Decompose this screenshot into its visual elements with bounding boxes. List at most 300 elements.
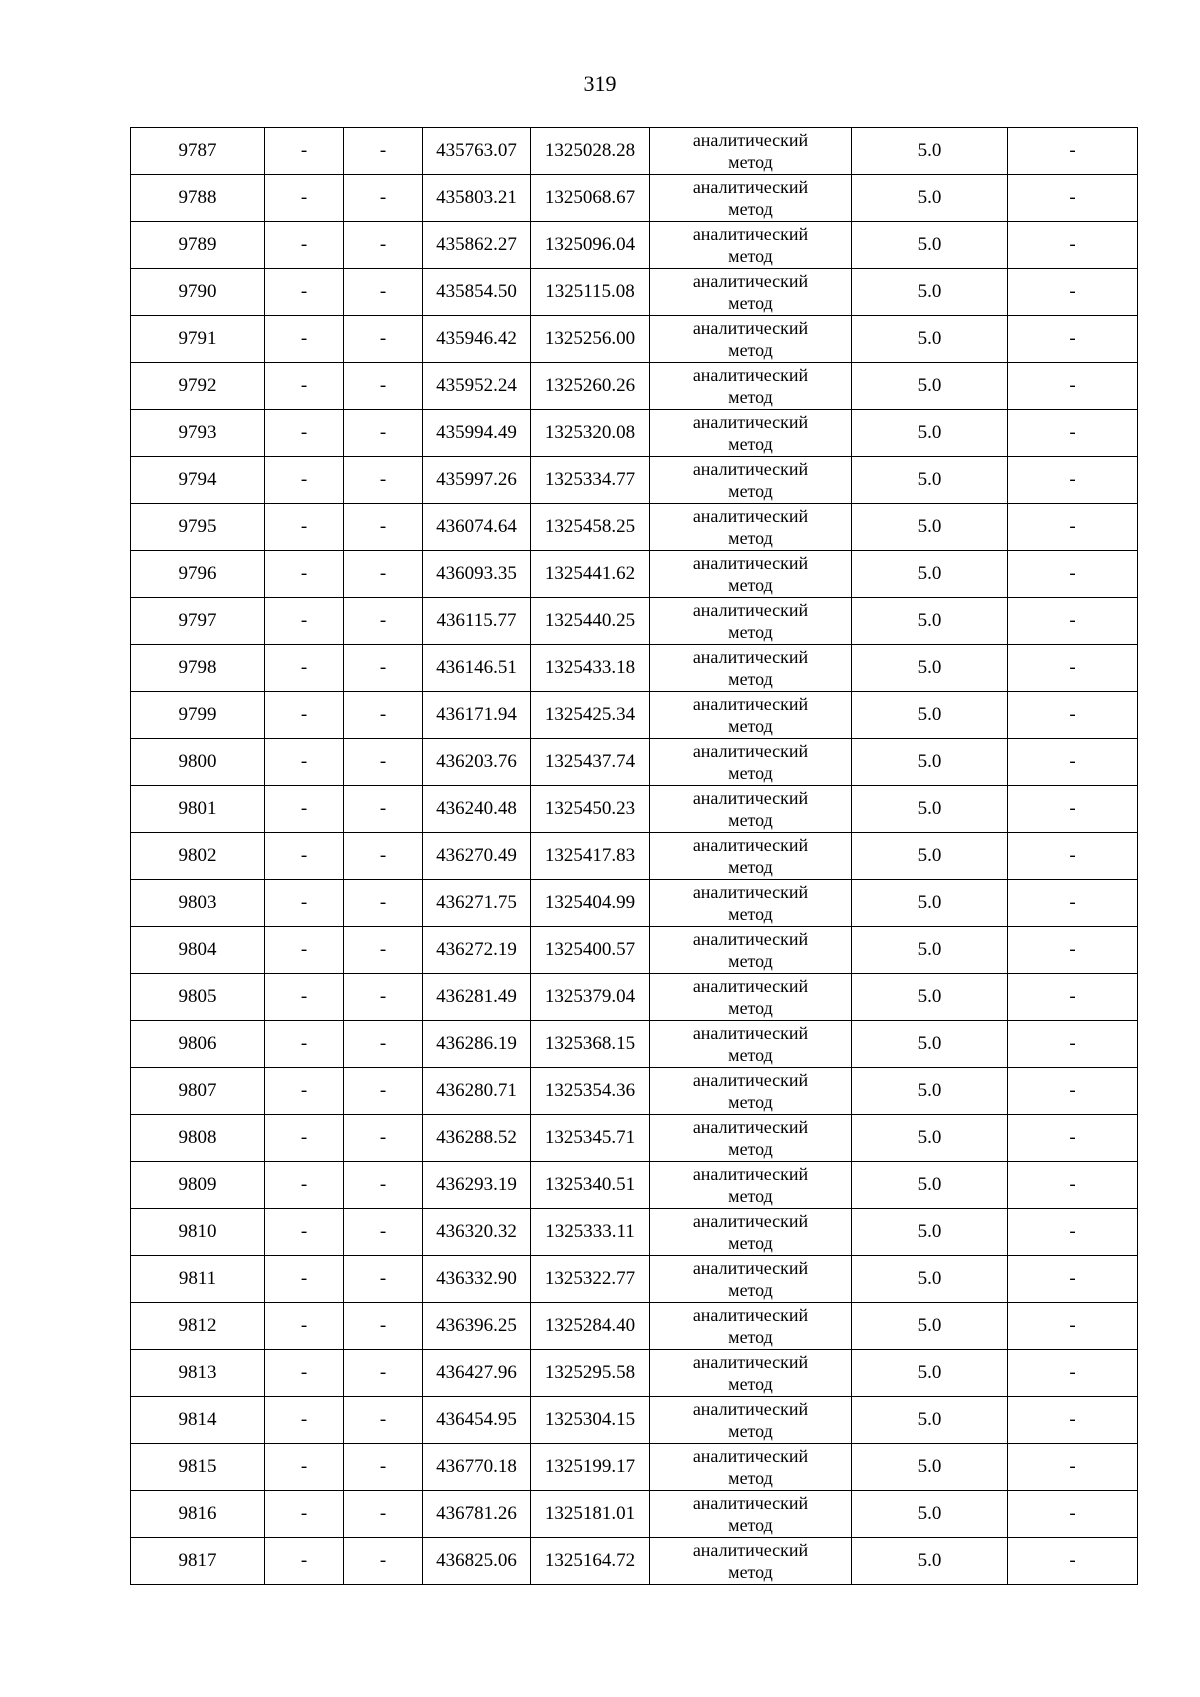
method-line-1: аналитический [692, 177, 809, 197]
table-row [131, 363, 1138, 410]
method-cell [650, 457, 852, 504]
x-coordinate-cell: 436293.19 [423, 1162, 531, 1209]
method-line-2: метод [728, 481, 773, 501]
accuracy-cell: 5.0 [852, 1256, 1008, 1303]
point-number-cell: 9787 [131, 128, 265, 175]
method-cell [650, 1444, 852, 1491]
empty-dash-cell: - [344, 974, 423, 1021]
method-cell [650, 1538, 852, 1585]
empty-dash-cell: - [344, 927, 423, 974]
y-coordinate-cell: 1325379.04 [531, 974, 650, 1021]
table-row [131, 739, 1138, 786]
empty-dash-cell: - [265, 645, 344, 692]
accuracy-cell: 5.0 [852, 974, 1008, 1021]
accuracy-cell: 5.0 [852, 927, 1008, 974]
method-cell [650, 1115, 852, 1162]
method-line-2: метод [728, 152, 773, 172]
empty-dash-cell: - [1008, 269, 1138, 316]
y-coordinate-cell: 1325458.25 [531, 504, 650, 551]
method-cell [650, 739, 852, 786]
method-line-2: метод [728, 340, 773, 360]
table-row [131, 598, 1138, 645]
empty-dash-cell: - [265, 1303, 344, 1350]
accuracy-cell: 5.0 [852, 269, 1008, 316]
point-number-cell: 9793 [131, 410, 265, 457]
table-row [131, 974, 1138, 1021]
x-coordinate-cell: 436240.48 [423, 786, 531, 833]
accuracy-cell: 5.0 [852, 1209, 1008, 1256]
empty-dash-cell: - [265, 1444, 344, 1491]
empty-dash-cell: - [344, 128, 423, 175]
method-line-2: метод [728, 1186, 773, 1206]
table-row [131, 1256, 1138, 1303]
table-row [131, 1538, 1138, 1585]
empty-dash-cell: - [1008, 128, 1138, 175]
empty-dash-cell: - [1008, 645, 1138, 692]
y-coordinate-cell: 1325340.51 [531, 1162, 650, 1209]
empty-dash-cell: - [1008, 1397, 1138, 1444]
accuracy-cell: 5.0 [852, 833, 1008, 880]
empty-dash-cell: - [265, 410, 344, 457]
empty-dash-cell: - [265, 128, 344, 175]
empty-dash-cell: - [344, 1068, 423, 1115]
table-row [131, 1491, 1138, 1538]
empty-dash-cell: - [1008, 786, 1138, 833]
empty-dash-cell: - [265, 1162, 344, 1209]
method-line-2: метод [728, 528, 773, 548]
accuracy-cell: 5.0 [852, 316, 1008, 363]
y-coordinate-cell: 1325425.34 [531, 692, 650, 739]
empty-dash-cell: - [1008, 1209, 1138, 1256]
empty-dash-cell: - [1008, 551, 1138, 598]
empty-dash-cell: - [344, 316, 423, 363]
method-cell [650, 1491, 852, 1538]
method-line-2: метод [728, 1280, 773, 1300]
method-line-2: метод [728, 434, 773, 454]
x-coordinate-cell: 435994.49 [423, 410, 531, 457]
empty-dash-cell: - [1008, 880, 1138, 927]
method-line-1: аналитический [692, 224, 809, 244]
method-line-1: аналитический [692, 1352, 809, 1372]
table-row [131, 175, 1138, 222]
method-line-2: метод [728, 1374, 773, 1394]
method-cell [650, 1068, 852, 1115]
method-line-1: аналитический [692, 1540, 809, 1560]
empty-dash-cell: - [1008, 1162, 1138, 1209]
method-line-1: аналитический [692, 271, 809, 291]
x-coordinate-cell: 436320.32 [423, 1209, 531, 1256]
method-line-1: аналитический [692, 365, 809, 385]
method-line-1: аналитический [692, 882, 809, 902]
y-coordinate-cell: 1325256.00 [531, 316, 650, 363]
accuracy-cell: 5.0 [852, 786, 1008, 833]
method-line-2: метод [728, 1468, 773, 1488]
empty-dash-cell: - [344, 692, 423, 739]
point-number-cell: 9813 [131, 1350, 265, 1397]
x-coordinate-cell: 436825.06 [423, 1538, 531, 1585]
empty-dash-cell: - [344, 1021, 423, 1068]
method-cell [650, 1162, 852, 1209]
point-number-cell: 9801 [131, 786, 265, 833]
table-row [131, 645, 1138, 692]
empty-dash-cell: - [265, 880, 344, 927]
accuracy-cell: 5.0 [852, 1021, 1008, 1068]
point-number-cell: 9794 [131, 457, 265, 504]
y-coordinate-cell: 1325096.04 [531, 222, 650, 269]
method-line-1: аналитический [692, 1399, 809, 1419]
y-coordinate-cell: 1325400.57 [531, 927, 650, 974]
method-line-2: метод [728, 1562, 773, 1582]
method-line-1: аналитический [692, 459, 809, 479]
x-coordinate-cell: 436280.71 [423, 1068, 531, 1115]
method-line-1: аналитический [692, 1493, 809, 1513]
x-coordinate-cell: 435803.21 [423, 175, 531, 222]
empty-dash-cell: - [344, 1209, 423, 1256]
empty-dash-cell: - [265, 1491, 344, 1538]
method-line-1: аналитический [692, 1117, 809, 1137]
table-row [131, 410, 1138, 457]
empty-dash-cell: - [265, 269, 344, 316]
empty-dash-cell: - [1008, 739, 1138, 786]
point-number-cell: 9808 [131, 1115, 265, 1162]
method-line-2: метод [728, 1233, 773, 1253]
empty-dash-cell: - [1008, 1068, 1138, 1115]
y-coordinate-cell: 1325368.15 [531, 1021, 650, 1068]
empty-dash-cell: - [265, 786, 344, 833]
accuracy-cell: 5.0 [852, 880, 1008, 927]
method-line-2: метод [728, 1139, 773, 1159]
table-row [131, 1350, 1138, 1397]
method-line-1: аналитический [692, 412, 809, 432]
point-number-cell: 9815 [131, 1444, 265, 1491]
accuracy-cell: 5.0 [852, 410, 1008, 457]
method-cell [650, 269, 852, 316]
method-cell [650, 833, 852, 880]
method-line-1: аналитический [692, 1446, 809, 1466]
x-coordinate-cell: 436281.49 [423, 974, 531, 1021]
accuracy-cell: 5.0 [852, 1538, 1008, 1585]
y-coordinate-cell: 1325354.36 [531, 1068, 650, 1115]
empty-dash-cell: - [1008, 927, 1138, 974]
point-number-cell: 9803 [131, 880, 265, 927]
empty-dash-cell: - [265, 833, 344, 880]
method-line-2: метод [728, 246, 773, 266]
empty-dash-cell: - [265, 363, 344, 410]
table-row [131, 1397, 1138, 1444]
x-coordinate-cell: 436272.19 [423, 927, 531, 974]
x-coordinate-cell: 436454.95 [423, 1397, 531, 1444]
empty-dash-cell: - [265, 692, 344, 739]
x-coordinate-cell: 436288.52 [423, 1115, 531, 1162]
empty-dash-cell: - [265, 974, 344, 1021]
method-cell [650, 128, 852, 175]
empty-dash-cell: - [344, 833, 423, 880]
accuracy-cell: 5.0 [852, 175, 1008, 222]
accuracy-cell: 5.0 [852, 1397, 1008, 1444]
y-coordinate-cell: 1325433.18 [531, 645, 650, 692]
empty-dash-cell: - [265, 222, 344, 269]
table-row [131, 1068, 1138, 1115]
method-line-1: аналитический [692, 1023, 809, 1043]
point-number-cell: 9798 [131, 645, 265, 692]
method-line-1: аналитический [692, 1305, 809, 1325]
point-number-cell: 9788 [131, 175, 265, 222]
point-number-cell: 9814 [131, 1397, 265, 1444]
empty-dash-cell: - [265, 457, 344, 504]
y-coordinate-cell: 1325333.11 [531, 1209, 650, 1256]
y-coordinate-cell: 1325450.23 [531, 786, 650, 833]
point-number-cell: 9806 [131, 1021, 265, 1068]
coordinates-table [130, 127, 1138, 1585]
accuracy-cell: 5.0 [852, 1162, 1008, 1209]
method-line-1: аналитический [692, 976, 809, 996]
method-line-1: аналитический [692, 694, 809, 714]
point-number-cell: 9797 [131, 598, 265, 645]
x-coordinate-cell: 436203.76 [423, 739, 531, 786]
empty-dash-cell: - [344, 1350, 423, 1397]
empty-dash-cell: - [265, 1068, 344, 1115]
empty-dash-cell: - [265, 504, 344, 551]
empty-dash-cell: - [1008, 1021, 1138, 1068]
empty-dash-cell: - [265, 1397, 344, 1444]
method-line-1: аналитический [692, 318, 809, 338]
empty-dash-cell: - [344, 222, 423, 269]
accuracy-cell: 5.0 [852, 363, 1008, 410]
method-line-1: аналитический [692, 741, 809, 761]
x-coordinate-cell: 435952.24 [423, 363, 531, 410]
x-coordinate-cell: 436271.75 [423, 880, 531, 927]
method-cell [650, 1256, 852, 1303]
empty-dash-cell: - [344, 1256, 423, 1303]
table-body [131, 128, 1138, 1585]
empty-dash-cell: - [1008, 1444, 1138, 1491]
point-number-cell: 9796 [131, 551, 265, 598]
point-number-cell: 9799 [131, 692, 265, 739]
table-row [131, 927, 1138, 974]
empty-dash-cell: - [344, 1397, 423, 1444]
y-coordinate-cell: 1325417.83 [531, 833, 650, 880]
method-cell [650, 363, 852, 410]
method-cell [650, 316, 852, 363]
empty-dash-cell: - [344, 1162, 423, 1209]
accuracy-cell: 5.0 [852, 1491, 1008, 1538]
table-row [131, 1209, 1138, 1256]
empty-dash-cell: - [1008, 410, 1138, 457]
empty-dash-cell: - [344, 269, 423, 316]
method-line-1: аналитический [692, 1211, 809, 1231]
empty-dash-cell: - [344, 1538, 423, 1585]
method-cell [650, 1303, 852, 1350]
method-line-2: метод [728, 387, 773, 407]
empty-dash-cell: - [344, 1303, 423, 1350]
table-row [131, 269, 1138, 316]
table-row [131, 128, 1138, 175]
method-line-2: метод [728, 575, 773, 595]
method-line-2: метод [728, 951, 773, 971]
empty-dash-cell: - [1008, 363, 1138, 410]
x-coordinate-cell: 436115.77 [423, 598, 531, 645]
y-coordinate-cell: 1325441.62 [531, 551, 650, 598]
empty-dash-cell: - [1008, 833, 1138, 880]
table-row [131, 316, 1138, 363]
table-row [131, 551, 1138, 598]
x-coordinate-cell: 435854.50 [423, 269, 531, 316]
x-coordinate-cell: 436146.51 [423, 645, 531, 692]
empty-dash-cell: - [1008, 1350, 1138, 1397]
empty-dash-cell: - [265, 1350, 344, 1397]
y-coordinate-cell: 1325164.72 [531, 1538, 650, 1585]
point-number-cell: 9795 [131, 504, 265, 551]
empty-dash-cell: - [265, 1021, 344, 1068]
empty-dash-cell: - [344, 739, 423, 786]
empty-dash-cell: - [1008, 316, 1138, 363]
accuracy-cell: 5.0 [852, 128, 1008, 175]
accuracy-cell: 5.0 [852, 551, 1008, 598]
accuracy-cell: 5.0 [852, 692, 1008, 739]
y-coordinate-cell: 1325028.28 [531, 128, 650, 175]
point-number-cell: 9792 [131, 363, 265, 410]
x-coordinate-cell: 436770.18 [423, 1444, 531, 1491]
method-line-2: метод [728, 622, 773, 642]
accuracy-cell: 5.0 [852, 1303, 1008, 1350]
accuracy-cell: 5.0 [852, 1115, 1008, 1162]
accuracy-cell: 5.0 [852, 1444, 1008, 1491]
empty-dash-cell: - [265, 175, 344, 222]
method-line-2: метод [728, 810, 773, 830]
accuracy-cell: 5.0 [852, 739, 1008, 786]
x-coordinate-cell: 436270.49 [423, 833, 531, 880]
table-row [131, 1162, 1138, 1209]
empty-dash-cell: - [344, 598, 423, 645]
table-row [131, 786, 1138, 833]
method-cell [650, 1021, 852, 1068]
empty-dash-cell: - [344, 1444, 423, 1491]
accuracy-cell: 5.0 [852, 504, 1008, 551]
table-row [131, 504, 1138, 551]
method-line-1: аналитический [692, 788, 809, 808]
point-number-cell: 9811 [131, 1256, 265, 1303]
method-line-2: метод [728, 199, 773, 219]
empty-dash-cell: - [1008, 504, 1138, 551]
empty-dash-cell: - [344, 504, 423, 551]
method-cell [650, 692, 852, 739]
table-row [131, 1115, 1138, 1162]
x-coordinate-cell: 436286.19 [423, 1021, 531, 1068]
method-line-2: метод [728, 1045, 773, 1065]
empty-dash-cell: - [1008, 222, 1138, 269]
method-line-1: аналитический [692, 835, 809, 855]
x-coordinate-cell: 436074.64 [423, 504, 531, 551]
point-number-cell: 9810 [131, 1209, 265, 1256]
x-coordinate-cell: 435997.26 [423, 457, 531, 504]
empty-dash-cell: - [1008, 1538, 1138, 1585]
method-line-1: аналитический [692, 506, 809, 526]
method-cell [650, 1397, 852, 1444]
accuracy-cell: 5.0 [852, 457, 1008, 504]
method-line-2: метод [728, 293, 773, 313]
y-coordinate-cell: 1325404.99 [531, 880, 650, 927]
point-number-cell: 9809 [131, 1162, 265, 1209]
table-row [131, 1444, 1138, 1491]
method-cell [650, 880, 852, 927]
method-line-1: аналитический [692, 130, 809, 150]
point-number-cell: 9805 [131, 974, 265, 1021]
y-coordinate-cell: 1325437.74 [531, 739, 650, 786]
y-coordinate-cell: 1325199.17 [531, 1444, 650, 1491]
x-coordinate-cell: 436171.94 [423, 692, 531, 739]
empty-dash-cell: - [344, 551, 423, 598]
empty-dash-cell: - [344, 363, 423, 410]
table-row [131, 692, 1138, 739]
empty-dash-cell: - [344, 1491, 423, 1538]
empty-dash-cell: - [344, 645, 423, 692]
x-coordinate-cell: 436427.96 [423, 1350, 531, 1397]
method-line-1: аналитический [692, 1258, 809, 1278]
y-coordinate-cell: 1325320.08 [531, 410, 650, 457]
empty-dash-cell: - [1008, 1115, 1138, 1162]
method-line-2: метод [728, 1092, 773, 1112]
method-cell [650, 504, 852, 551]
empty-dash-cell: - [265, 316, 344, 363]
x-coordinate-cell: 436093.35 [423, 551, 531, 598]
empty-dash-cell: - [344, 880, 423, 927]
empty-dash-cell: - [265, 739, 344, 786]
table-row [131, 1303, 1138, 1350]
method-line-2: метод [728, 1327, 773, 1347]
x-coordinate-cell: 436396.25 [423, 1303, 531, 1350]
y-coordinate-cell: 1325284.40 [531, 1303, 650, 1350]
method-cell [650, 1209, 852, 1256]
empty-dash-cell: - [265, 1256, 344, 1303]
accuracy-cell: 5.0 [852, 222, 1008, 269]
point-number-cell: 9800 [131, 739, 265, 786]
empty-dash-cell: - [344, 1115, 423, 1162]
method-line-1: аналитический [692, 929, 809, 949]
method-line-2: метод [728, 716, 773, 736]
empty-dash-cell: - [1008, 598, 1138, 645]
x-coordinate-cell: 436332.90 [423, 1256, 531, 1303]
table-row [131, 833, 1138, 880]
point-number-cell: 9791 [131, 316, 265, 363]
point-number-cell: 9816 [131, 1491, 265, 1538]
empty-dash-cell: - [265, 551, 344, 598]
accuracy-cell: 5.0 [852, 598, 1008, 645]
y-coordinate-cell: 1325181.01 [531, 1491, 650, 1538]
x-coordinate-cell: 435763.07 [423, 128, 531, 175]
method-line-2: метод [728, 857, 773, 877]
empty-dash-cell: - [344, 410, 423, 457]
empty-dash-cell: - [1008, 1491, 1138, 1538]
empty-dash-cell: - [265, 598, 344, 645]
empty-dash-cell: - [265, 927, 344, 974]
y-coordinate-cell: 1325295.58 [531, 1350, 650, 1397]
method-cell [650, 786, 852, 833]
table-row [131, 1021, 1138, 1068]
method-cell [650, 974, 852, 1021]
method-cell [650, 927, 852, 974]
point-number-cell: 9789 [131, 222, 265, 269]
y-coordinate-cell: 1325440.25 [531, 598, 650, 645]
method-line-1: аналитический [692, 647, 809, 667]
empty-dash-cell: - [344, 786, 423, 833]
method-cell [650, 1350, 852, 1397]
empty-dash-cell: - [344, 175, 423, 222]
y-coordinate-cell: 1325115.08 [531, 269, 650, 316]
y-coordinate-cell: 1325304.15 [531, 1397, 650, 1444]
method-line-1: аналитический [692, 600, 809, 620]
empty-dash-cell: - [1008, 175, 1138, 222]
method-line-2: метод [728, 904, 773, 924]
